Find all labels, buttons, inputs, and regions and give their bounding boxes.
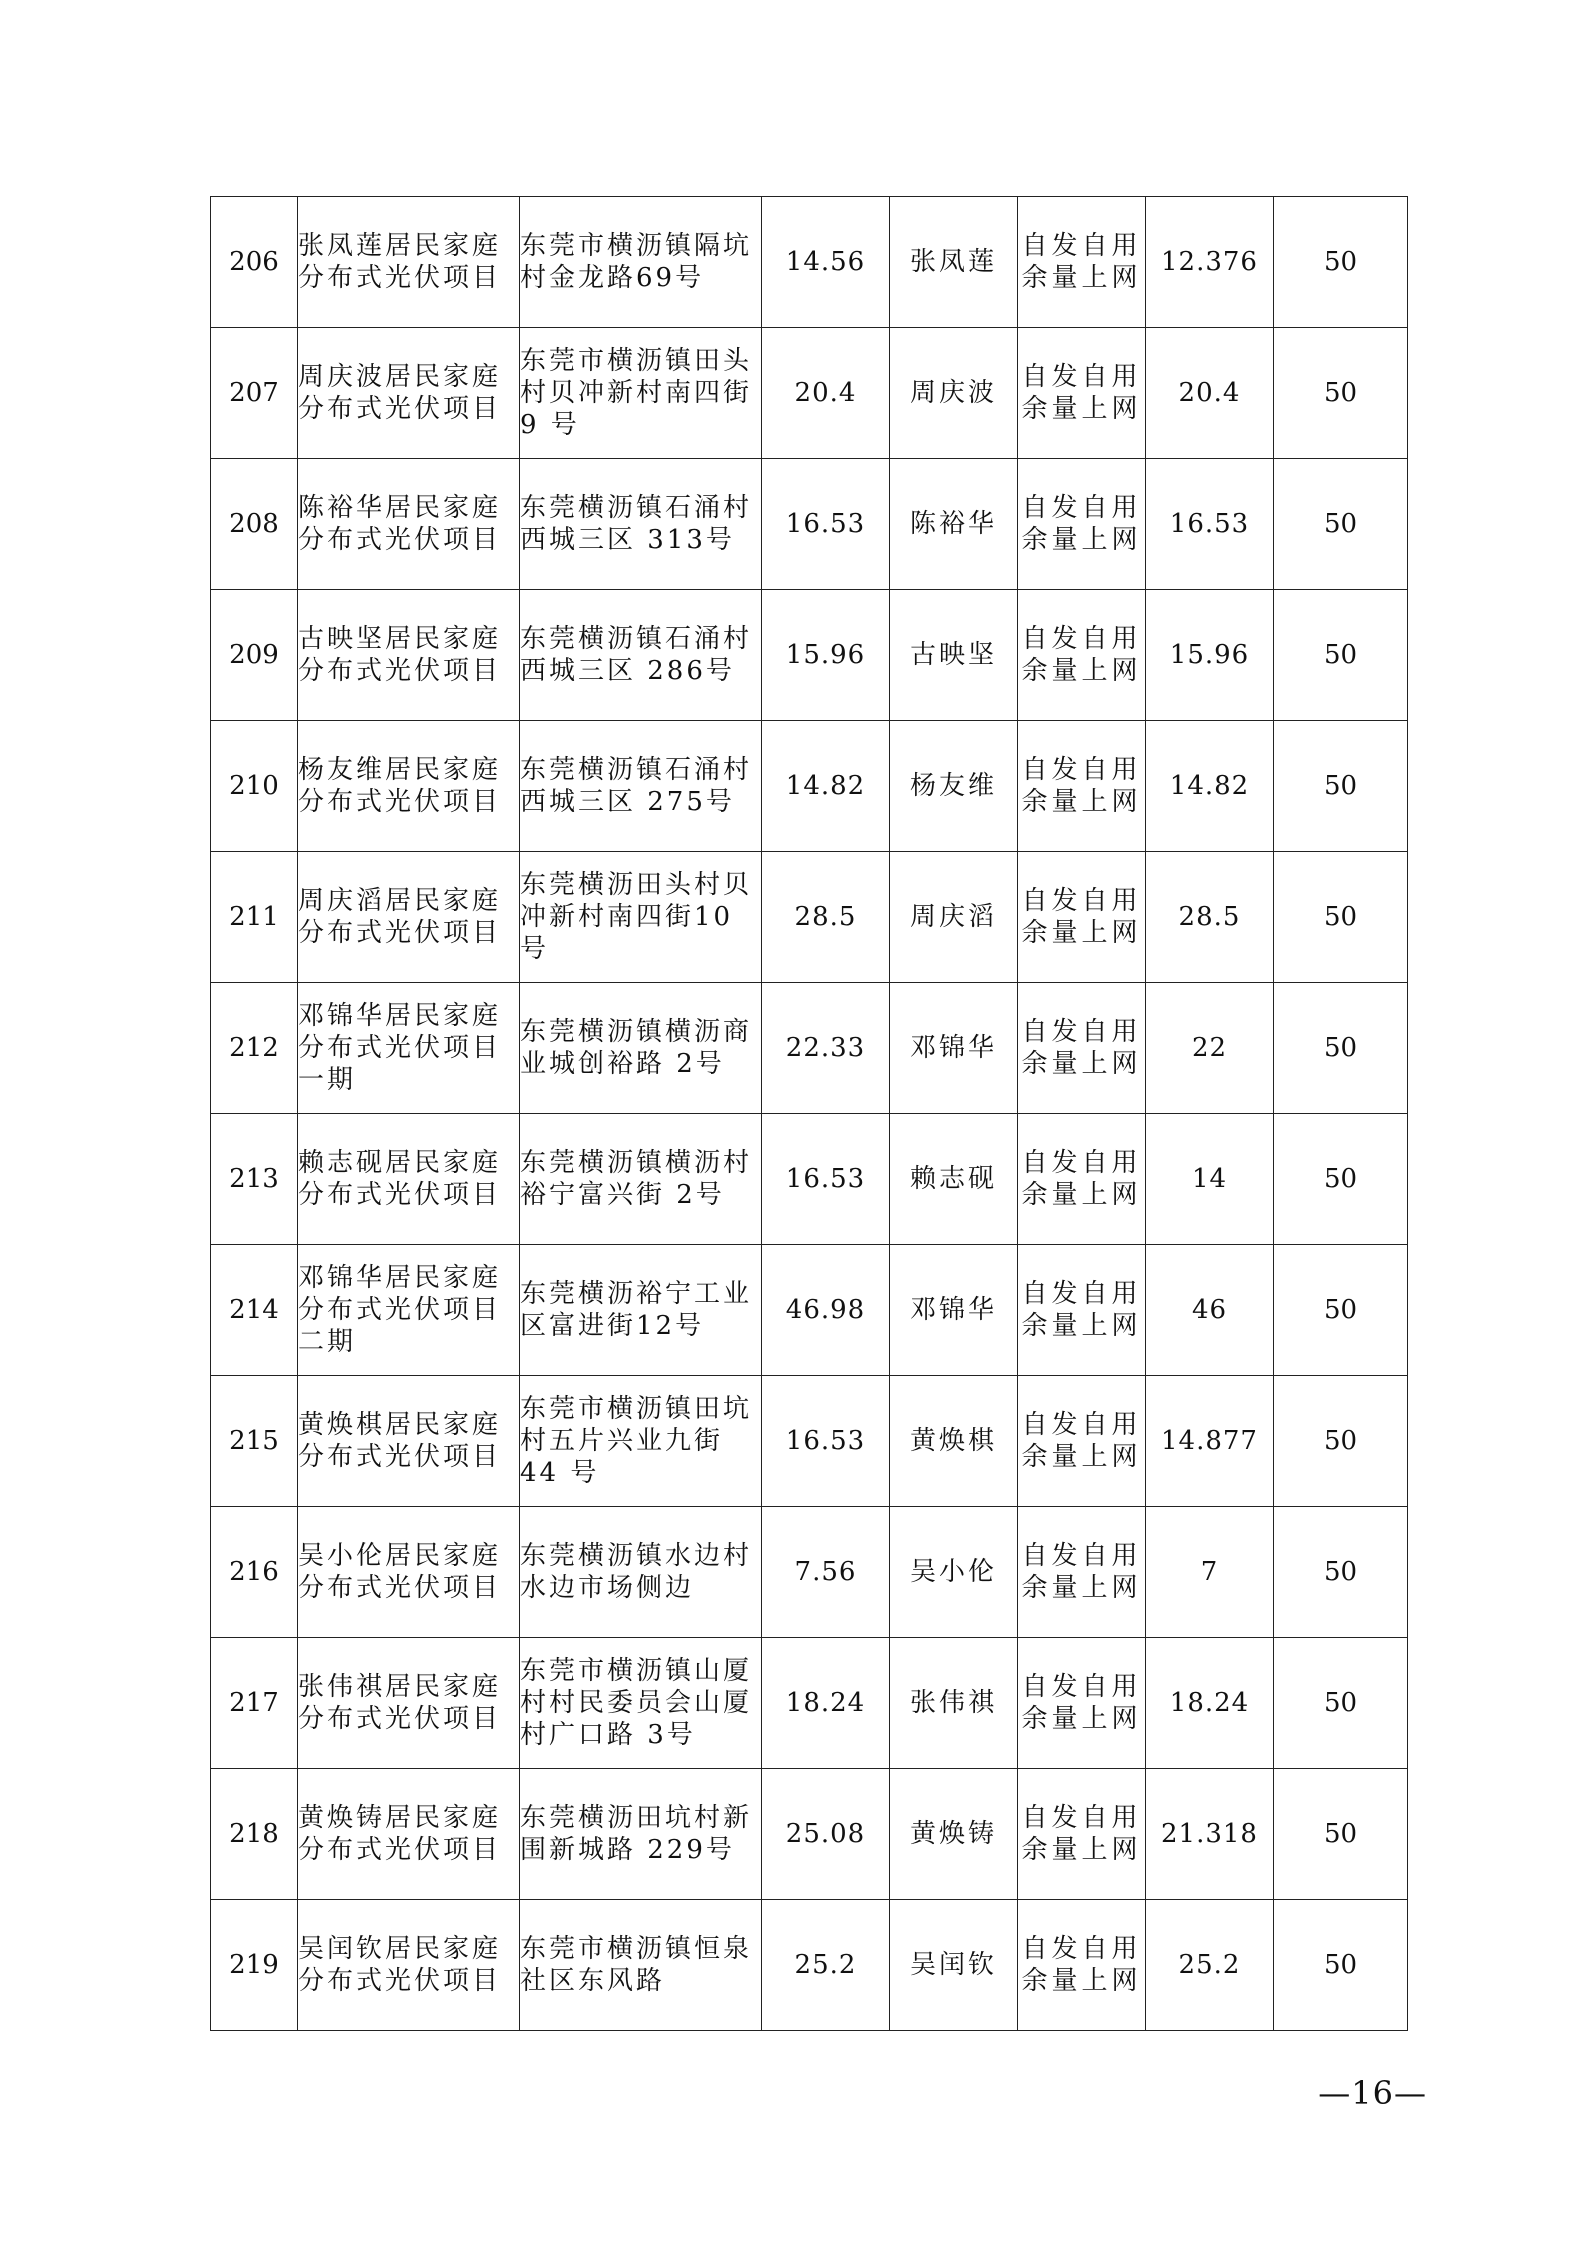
used-capacity-cell: 14.82 (1146, 721, 1274, 852)
grid-connection-mode-cell: 自发自用余量上网 (1018, 459, 1146, 590)
project-address-cell: 东莞横沥裕宁工业区富进街12号 (520, 1245, 762, 1376)
project-name-cell: 邓锦华居民家庭分布式光伏项目二期 (298, 1245, 520, 1376)
row-number-cell: 212 (211, 983, 298, 1114)
grid-connection-mode-cell: 自发自用余量上网 (1018, 590, 1146, 721)
project-address-cell: 东莞横沥镇石涌村西城三区 275号 (520, 721, 762, 852)
owner-name-cell: 周庆滔 (890, 852, 1018, 983)
table-body (211, 197, 1408, 2031)
row-number-cell: 217 (211, 1638, 298, 1769)
operating-life-cell: 50 (1274, 459, 1408, 590)
used-capacity-cell: 7 (1146, 1507, 1274, 1638)
installed-capacity-cell: 20.4 (762, 328, 890, 459)
row-number-cell: 206 (211, 197, 298, 328)
project-name-cell: 赖志砚居民家庭分布式光伏项目 (298, 1114, 520, 1245)
row-number-cell: 216 (211, 1507, 298, 1638)
operating-life-cell: 50 (1274, 852, 1408, 983)
installed-capacity-cell: 25.08 (762, 1769, 890, 1900)
owner-name-cell: 黄焕铸 (890, 1769, 1018, 1900)
project-address-cell: 东莞横沥镇横沥村裕宁富兴街 2号 (520, 1114, 762, 1245)
operating-life-cell: 50 (1274, 328, 1408, 459)
grid-connection-mode-cell: 自发自用余量上网 (1018, 1376, 1146, 1507)
installed-capacity-cell: 14.82 (762, 721, 890, 852)
row-number-cell: 207 (211, 328, 298, 459)
operating-life-cell: 50 (1274, 1376, 1408, 1507)
installed-capacity-cell: 7.56 (762, 1507, 890, 1638)
project-address-cell: 东莞市横沥镇田坑村五片兴业九街 44 号 (520, 1376, 762, 1507)
used-capacity-cell: 20.4 (1146, 328, 1274, 459)
project-name-cell: 陈裕华居民家庭分布式光伏项目 (298, 459, 520, 590)
row-number-cell: 213 (211, 1114, 298, 1245)
owner-name-cell: 张凤莲 (890, 197, 1018, 328)
installed-capacity-cell: 15.96 (762, 590, 890, 721)
table-row (211, 852, 1408, 983)
owner-name-cell: 周庆波 (890, 328, 1018, 459)
table-row (211, 1769, 1408, 1900)
owner-name-cell: 杨友维 (890, 721, 1018, 852)
project-name-cell: 黄焕铸居民家庭分布式光伏项目 (298, 1769, 520, 1900)
project-name-cell: 黄焕棋居民家庭分布式光伏项目 (298, 1376, 520, 1507)
owner-name-cell: 张伟祺 (890, 1638, 1018, 1769)
used-capacity-cell: 15.96 (1146, 590, 1274, 721)
grid-connection-mode-cell: 自发自用余量上网 (1018, 721, 1146, 852)
row-number-cell: 214 (211, 1245, 298, 1376)
owner-name-cell: 邓锦华 (890, 983, 1018, 1114)
page-number: —16— (1318, 2074, 1427, 2112)
operating-life-cell: 50 (1274, 1114, 1408, 1245)
project-name-cell: 古映坚居民家庭分布式光伏项目 (298, 590, 520, 721)
project-address-cell: 东莞市横沥镇隔坑村金龙路69号 (520, 197, 762, 328)
row-number-cell: 209 (211, 590, 298, 721)
project-name-cell: 张凤莲居民家庭分布式光伏项目 (298, 197, 520, 328)
project-name-cell: 周庆波居民家庭分布式光伏项目 (298, 328, 520, 459)
project-table (210, 196, 1408, 2031)
operating-life-cell: 50 (1274, 1638, 1408, 1769)
used-capacity-cell: 25.2 (1146, 1900, 1274, 2031)
grid-connection-mode-cell: 自发自用余量上网 (1018, 1769, 1146, 1900)
installed-capacity-cell: 16.53 (762, 459, 890, 590)
operating-life-cell: 50 (1274, 590, 1408, 721)
grid-connection-mode-cell: 自发自用余量上网 (1018, 1900, 1146, 2031)
row-number-cell: 215 (211, 1376, 298, 1507)
project-address-cell: 东莞横沥田坑村新围新城路 229号 (520, 1769, 762, 1900)
project-name-cell: 邓锦华居民家庭分布式光伏项目一期 (298, 983, 520, 1114)
project-address-cell: 东莞市横沥镇田头村贝冲新村南四街 9 号 (520, 328, 762, 459)
installed-capacity-cell: 22.33 (762, 983, 890, 1114)
table-row (211, 590, 1408, 721)
installed-capacity-cell: 28.5 (762, 852, 890, 983)
operating-life-cell: 50 (1274, 1900, 1408, 2031)
table-row (211, 459, 1408, 590)
owner-name-cell: 吴小伦 (890, 1507, 1018, 1638)
row-number-cell: 210 (211, 721, 298, 852)
project-address-cell: 东莞横沥田头村贝冲新村南四街10号 (520, 852, 762, 983)
project-address-cell: 东莞市横沥镇恒泉社区东风路 (520, 1900, 762, 2031)
grid-connection-mode-cell: 自发自用余量上网 (1018, 1245, 1146, 1376)
used-capacity-cell: 21.318 (1146, 1769, 1274, 1900)
project-name-cell: 吴闰钦居民家庭分布式光伏项目 (298, 1900, 520, 2031)
grid-connection-mode-cell: 自发自用余量上网 (1018, 1638, 1146, 1769)
row-number-cell: 208 (211, 459, 298, 590)
table-row (211, 1638, 1408, 1769)
grid-connection-mode-cell: 自发自用余量上网 (1018, 1114, 1146, 1245)
owner-name-cell: 邓锦华 (890, 1245, 1018, 1376)
operating-life-cell: 50 (1274, 983, 1408, 1114)
project-address-cell: 东莞横沥镇石涌村西城三区 286号 (520, 590, 762, 721)
owner-name-cell: 陈裕华 (890, 459, 1018, 590)
table-row (211, 1245, 1408, 1376)
installed-capacity-cell: 46.98 (762, 1245, 890, 1376)
owner-name-cell: 古映坚 (890, 590, 1018, 721)
used-capacity-cell: 28.5 (1146, 852, 1274, 983)
operating-life-cell: 50 (1274, 721, 1408, 852)
project-name-cell: 张伟祺居民家庭分布式光伏项目 (298, 1638, 520, 1769)
used-capacity-cell: 12.376 (1146, 197, 1274, 328)
operating-life-cell: 50 (1274, 1507, 1408, 1638)
table-row (211, 1507, 1408, 1638)
grid-connection-mode-cell: 自发自用余量上网 (1018, 852, 1146, 983)
project-address-cell: 东莞横沥镇石涌村西城三区 313号 (520, 459, 762, 590)
grid-connection-mode-cell: 自发自用余量上网 (1018, 983, 1146, 1114)
grid-connection-mode-cell: 自发自用余量上网 (1018, 328, 1146, 459)
row-number-cell: 219 (211, 1900, 298, 2031)
table-row (211, 1900, 1408, 2031)
table-row (211, 721, 1408, 852)
installed-capacity-cell: 25.2 (762, 1900, 890, 2031)
table-row (211, 1376, 1408, 1507)
installed-capacity-cell: 16.53 (762, 1114, 890, 1245)
project-name-cell: 杨友维居民家庭分布式光伏项目 (298, 721, 520, 852)
project-address-cell: 东莞市横沥镇山厦村村民委员会山厦村广口路 3号 (520, 1638, 762, 1769)
project-address-cell: 东莞横沥镇横沥商业城创裕路 2号 (520, 983, 762, 1114)
table-row (211, 328, 1408, 459)
operating-life-cell: 50 (1274, 1769, 1408, 1900)
project-address-cell: 东莞横沥镇水边村水边市场侧边 (520, 1507, 762, 1638)
grid-connection-mode-cell: 自发自用余量上网 (1018, 1507, 1146, 1638)
used-capacity-cell: 46 (1146, 1245, 1274, 1376)
used-capacity-cell: 18.24 (1146, 1638, 1274, 1769)
operating-life-cell: 50 (1274, 1245, 1408, 1376)
owner-name-cell: 黄焕棋 (890, 1376, 1018, 1507)
used-capacity-cell: 14.877 (1146, 1376, 1274, 1507)
table-row (211, 197, 1408, 328)
used-capacity-cell: 16.53 (1146, 459, 1274, 590)
installed-capacity-cell: 14.56 (762, 197, 890, 328)
owner-name-cell: 赖志砚 (890, 1114, 1018, 1245)
project-name-cell: 吴小伦居民家庭分布式光伏项目 (298, 1507, 520, 1638)
operating-life-cell: 50 (1274, 197, 1408, 328)
installed-capacity-cell: 18.24 (762, 1638, 890, 1769)
table-row (211, 1114, 1408, 1245)
row-number-cell: 218 (211, 1769, 298, 1900)
grid-connection-mode-cell: 自发自用余量上网 (1018, 197, 1146, 328)
installed-capacity-cell: 16.53 (762, 1376, 890, 1507)
row-number-cell: 211 (211, 852, 298, 983)
used-capacity-cell: 22 (1146, 983, 1274, 1114)
table-row (211, 983, 1408, 1114)
project-name-cell: 周庆滔居民家庭分布式光伏项目 (298, 852, 520, 983)
owner-name-cell: 吴闰钦 (890, 1900, 1018, 2031)
used-capacity-cell: 14 (1146, 1114, 1274, 1245)
